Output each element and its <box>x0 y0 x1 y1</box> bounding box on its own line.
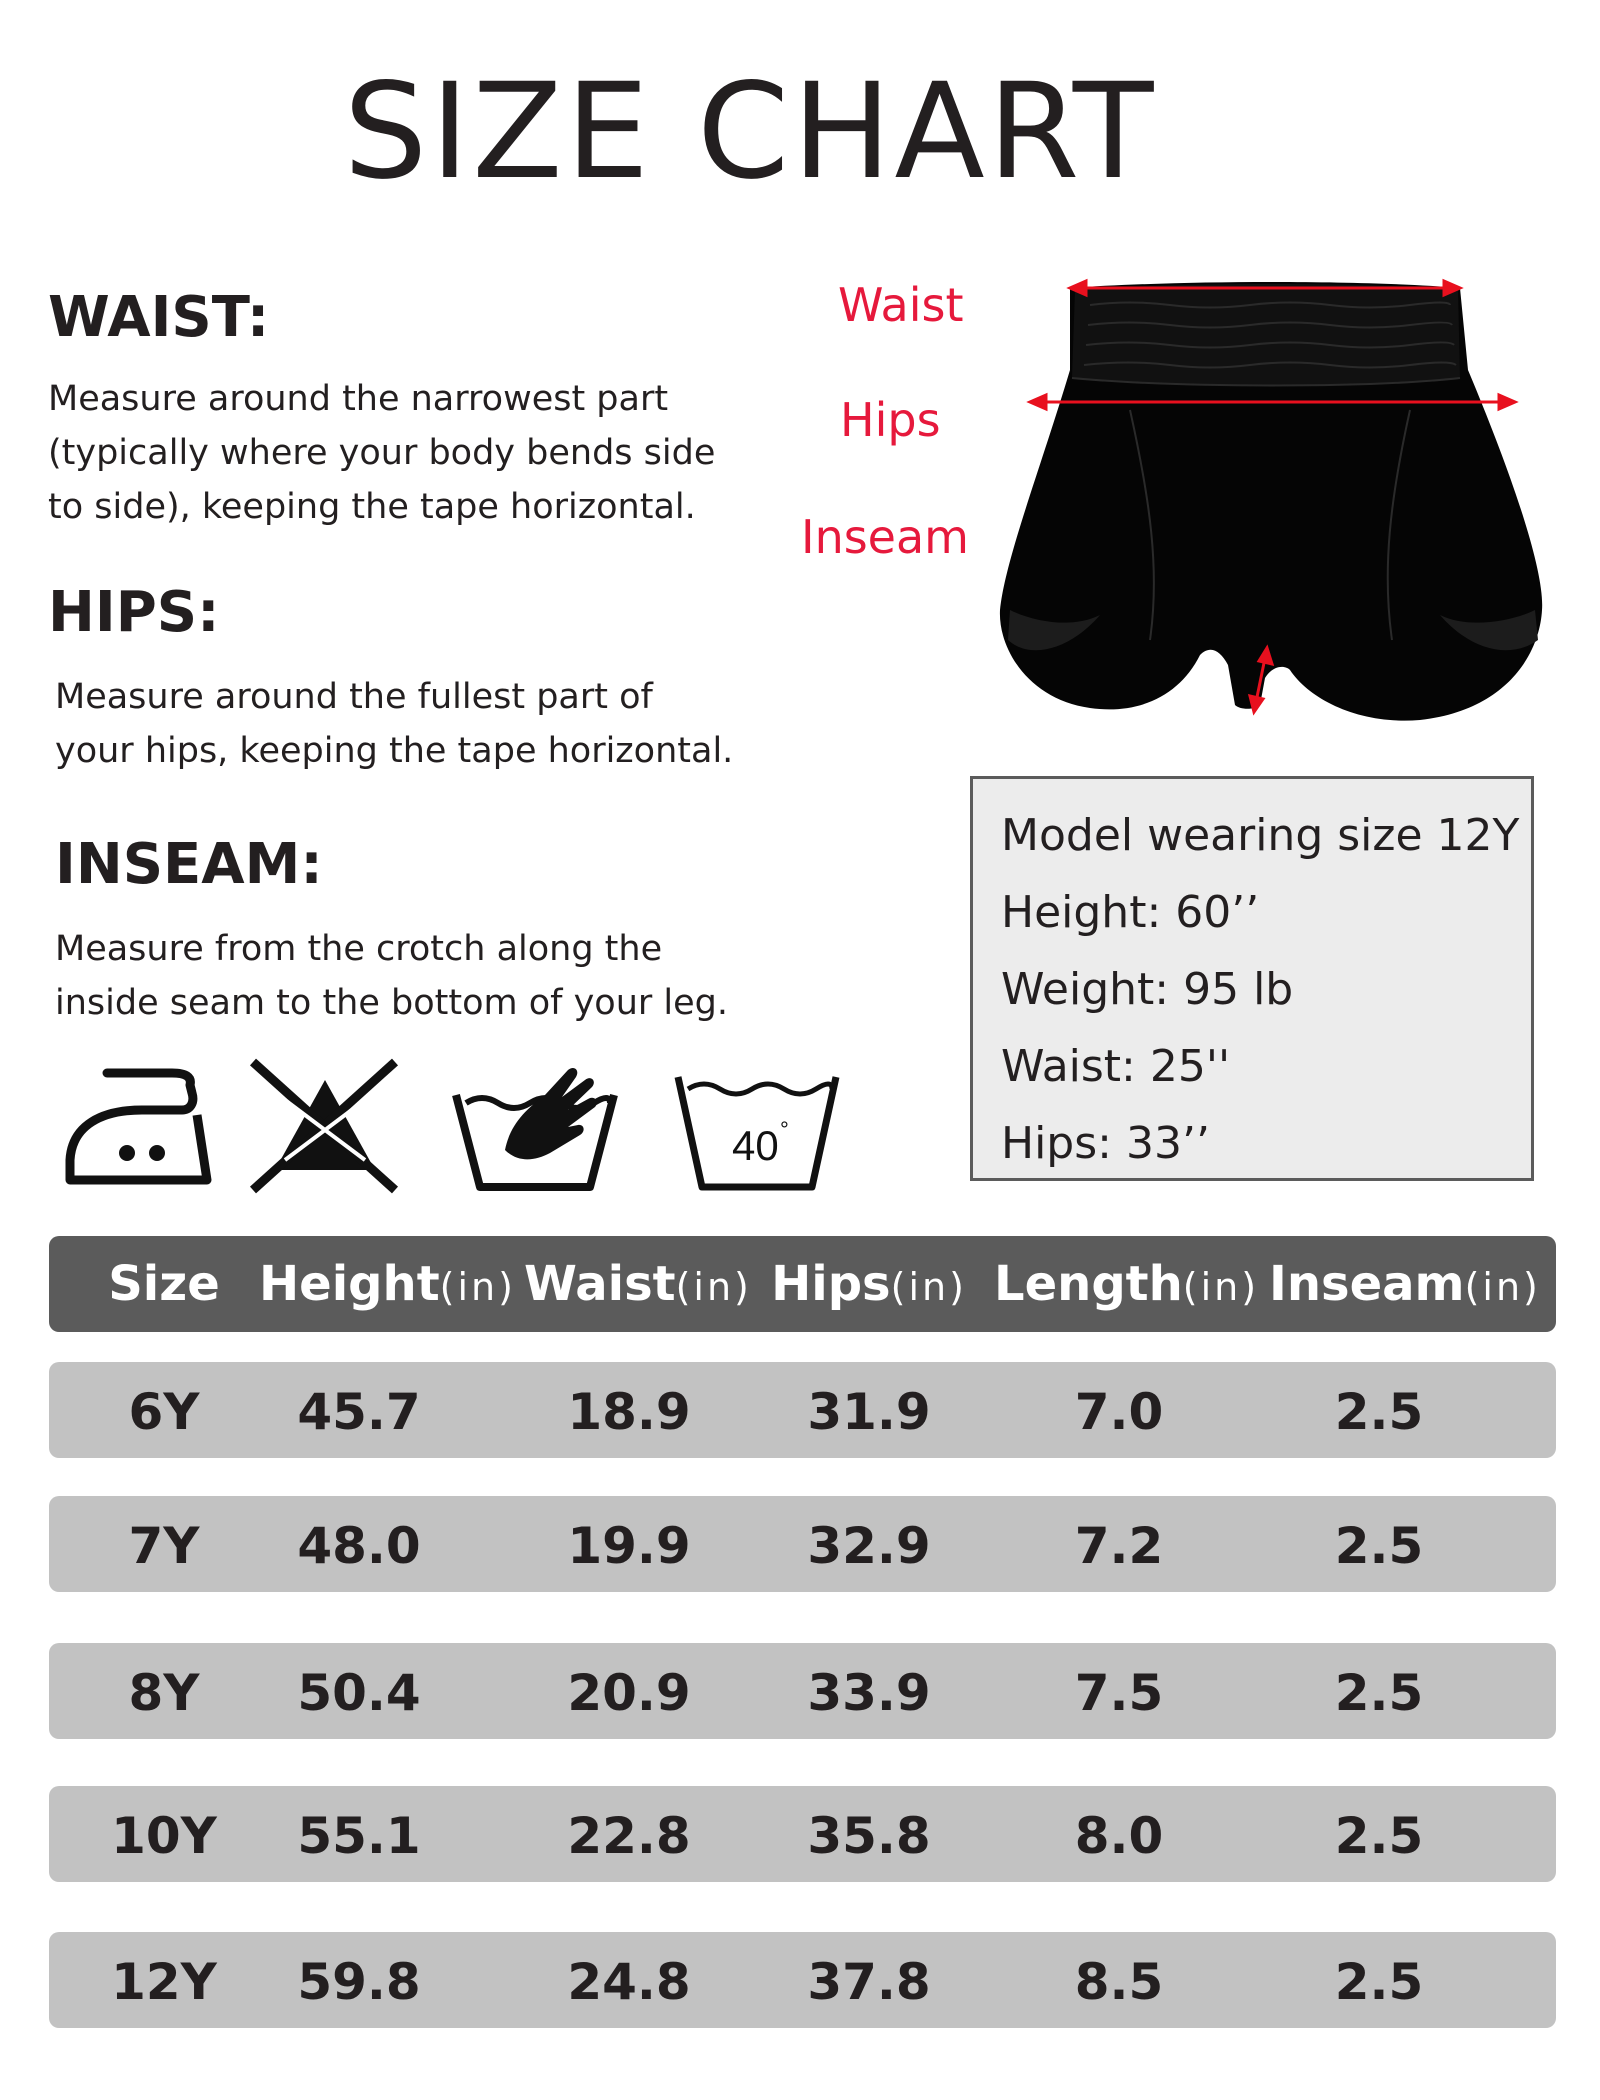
inseam-line: Measure from the crotch along the <box>55 929 663 969</box>
cell-hips: 37.8 <box>807 1953 931 2011</box>
table-row <box>49 1932 1556 2028</box>
cell-size: 8Y <box>128 1664 200 1722</box>
cell-length: 8.0 <box>1074 1807 1164 1865</box>
hips-line: your hips, keeping the tape horizontal. <box>55 731 734 771</box>
header-hips-unit: (in) <box>890 1265 967 1309</box>
wash-temperature-degree: ° <box>780 1117 789 1142</box>
waist-line: to side), keeping the tape horizontal. <box>48 487 696 527</box>
diagram-label-waist: Waist <box>838 278 964 332</box>
header-height-label: Height <box>259 1256 440 1312</box>
waist-line: (typically where your body bends side <box>48 433 716 473</box>
cell-height: 59.8 <box>297 1953 421 2011</box>
cell-size: 7Y <box>128 1517 200 1575</box>
diagram-label-hips: Hips <box>840 393 941 447</box>
model-size: Model wearing size 12Y <box>1001 810 1520 861</box>
hips-arrow-head-left <box>1030 395 1046 409</box>
header-waist-unit: (in) <box>675 1265 752 1309</box>
header-inseam <box>1269 1236 1541 1332</box>
cell-size: 6Y <box>128 1383 200 1441</box>
table-row <box>49 1496 1556 1592</box>
header-waist <box>524 1236 752 1332</box>
cell-length: 7.2 <box>1074 1517 1164 1575</box>
inseam-arrow-head-bottom <box>1250 696 1263 712</box>
inseam-heading: INSEAM: <box>55 832 323 897</box>
inseam-line: inside seam to the bottom of your leg. <box>55 983 728 1023</box>
wash-temperature: 40 <box>732 1122 779 1169</box>
cell-length: 7.0 <box>1074 1383 1164 1441</box>
cell-waist: 18.9 <box>567 1383 691 1441</box>
model-info-box <box>970 776 1534 1181</box>
model-hips: Hips: 33’’ <box>1001 1118 1210 1169</box>
cell-inseam: 2.5 <box>1334 1383 1424 1441</box>
header-size-label: Size <box>108 1256 220 1312</box>
cell-waist: 24.8 <box>567 1953 691 2011</box>
cell-waist: 22.8 <box>567 1807 691 1865</box>
header-height-unit: (in) <box>439 1265 516 1309</box>
size-table-header <box>49 1236 1556 1332</box>
cell-hips: 32.9 <box>807 1517 931 1575</box>
cell-size: 12Y <box>111 1953 217 2011</box>
cell-length: 8.5 <box>1074 1953 1164 2011</box>
hips-line: Measure around the fullest part of <box>55 677 653 717</box>
hand-wash-icon <box>450 1050 620 1200</box>
table-row <box>49 1786 1556 1882</box>
iron-medium-heat-icon <box>62 1050 222 1200</box>
cell-waist: 19.9 <box>567 1517 691 1575</box>
cell-inseam: 2.5 <box>1334 1664 1424 1722</box>
waist-heading: WAIST: <box>48 285 270 350</box>
cell-hips: 31.9 <box>807 1383 931 1441</box>
cell-waist: 20.9 <box>567 1664 691 1722</box>
cell-length: 7.5 <box>1074 1664 1164 1722</box>
header-hips <box>764 1236 974 1332</box>
cell-hips: 35.8 <box>807 1807 931 1865</box>
header-waist-label: Waist <box>524 1256 676 1312</box>
header-hips-label: Hips <box>771 1256 891 1312</box>
cell-size: 10Y <box>111 1807 217 1865</box>
model-waist: Waist: 25'' <box>1001 1041 1231 1092</box>
model-height: Height: 60’’ <box>1001 887 1260 938</box>
cell-height: 50.4 <box>297 1664 421 1722</box>
header-length-label: Length <box>994 1256 1183 1312</box>
cell-height: 55.1 <box>297 1807 421 1865</box>
page-title: SIZE CHART <box>343 55 1157 209</box>
diagram-label-inseam: Inseam <box>801 510 969 564</box>
header-inseam-unit: (in) <box>1464 1265 1541 1309</box>
table-row <box>49 1643 1556 1739</box>
waist-line: Measure around the narrowest part <box>48 379 669 419</box>
cell-height: 48.0 <box>297 1517 421 1575</box>
header-length-unit: (in) <box>1182 1265 1260 1309</box>
header-height <box>259 1236 516 1332</box>
hips-description <box>55 670 733 778</box>
hips-heading: HIPS: <box>48 580 220 645</box>
cell-inseam: 2.5 <box>1334 1807 1424 1865</box>
cell-inseam: 2.5 <box>1334 1953 1424 2011</box>
shorts-illustration <box>990 270 1550 730</box>
header-size <box>89 1236 239 1332</box>
waist-description <box>48 372 715 534</box>
do-not-bleach-icon <box>245 1050 405 1200</box>
header-inseam-label: Inseam <box>1269 1256 1465 1312</box>
inseam-description <box>55 922 728 1030</box>
table-row <box>49 1362 1556 1458</box>
header-length <box>994 1236 1260 1332</box>
waistband-shading <box>1072 284 1460 386</box>
cell-height: 45.7 <box>297 1383 421 1441</box>
machine-wash-40-icon <box>672 1050 842 1200</box>
hips-arrow-head-right <box>1499 395 1515 409</box>
cell-hips: 33.9 <box>807 1664 931 1722</box>
model-weight: Weight: 95 lb <box>1001 964 1294 1015</box>
cell-inseam: 2.5 <box>1334 1517 1424 1575</box>
